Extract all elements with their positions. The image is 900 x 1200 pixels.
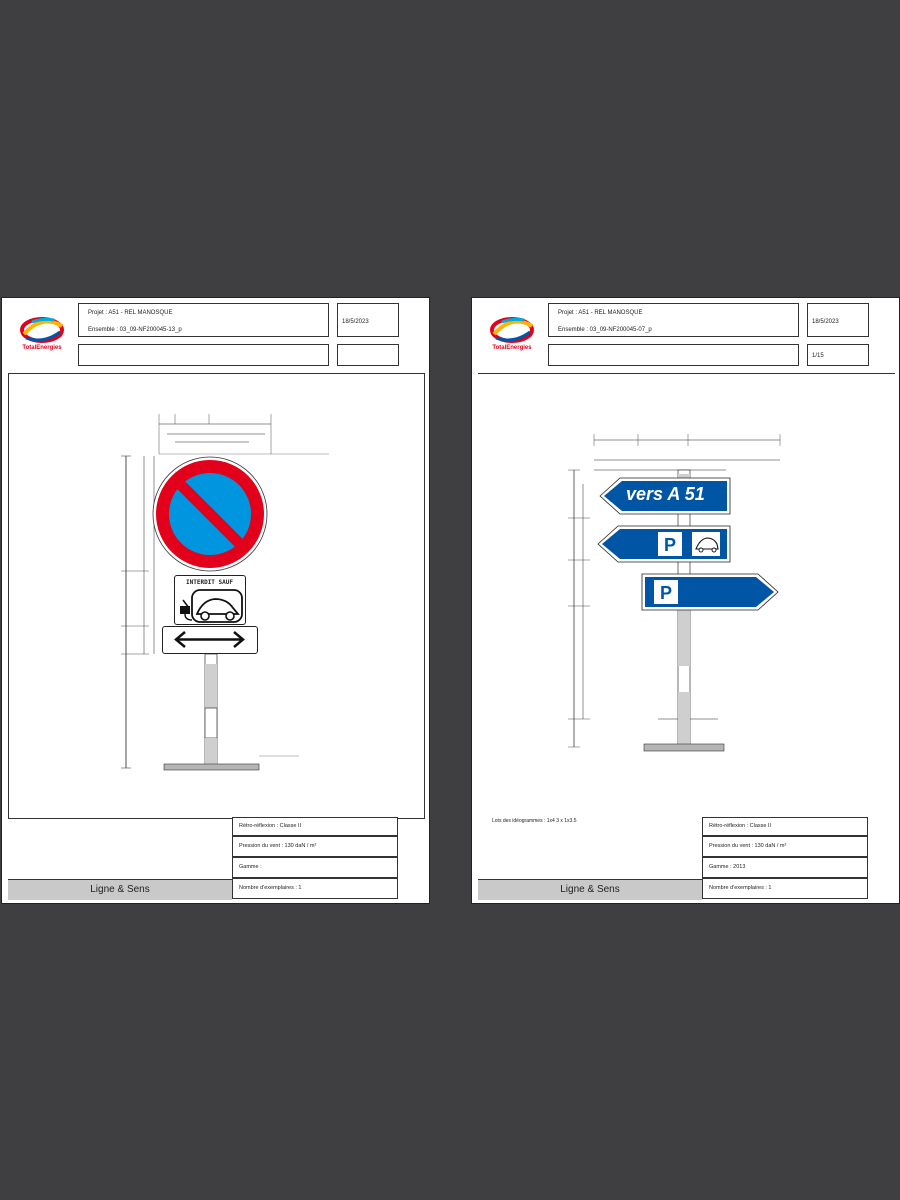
gamme-cell	[232, 857, 398, 878]
page-box	[807, 344, 869, 366]
totalenergies-logo	[12, 312, 72, 356]
pression-cell	[232, 836, 398, 857]
double-arrow-icon	[163, 627, 256, 652]
retro-label: Rétro-réflexion : Classe II	[709, 823, 772, 829]
gamme-label: Gamme :	[239, 864, 262, 870]
gamme-cell	[702, 857, 868, 878]
exemplaires-cell	[702, 878, 868, 899]
double-arrow-panel	[162, 626, 258, 654]
project-box	[78, 303, 329, 337]
lots-cell	[478, 817, 702, 879]
logo-text: TotalEnergies	[22, 345, 62, 351]
project-label: Projet : A51 - REL MANOSQUE	[88, 310, 173, 316]
page-box	[337, 344, 399, 366]
exemplaires-cell	[232, 878, 398, 899]
ligne-sens-label: Ligne & Sens	[478, 879, 702, 900]
ensemble-label: Ensemble : 03_09-NF200045-07_p	[558, 327, 652, 333]
date-box	[337, 303, 399, 337]
totalenergies-logo-icon	[482, 312, 542, 346]
page-label: 1/15	[812, 353, 824, 359]
technical-drawing	[8, 373, 425, 819]
retro-cell	[232, 817, 398, 836]
pression-label: Pression du vent : 130 daN / m²	[239, 843, 317, 849]
electric-car-icon	[175, 586, 245, 626]
footer-table	[478, 817, 868, 899]
project-label: Projet : A51 - REL MANOSQUE	[558, 310, 643, 316]
logo-text: TotalEnergies	[492, 345, 532, 351]
gamme-label: Gamme : 2013	[709, 864, 746, 870]
date-box	[807, 303, 869, 337]
ligne-sens-label: Ligne & Sens	[8, 879, 232, 900]
lots-label: Lots des idéogrammes : 1x4 3 x 1x3.5	[492, 818, 577, 824]
pression-cell	[702, 836, 868, 857]
ensemble-label: Ensemble : 03_09-NF200045-13_p	[88, 327, 182, 333]
totalenergies-logo	[482, 312, 542, 356]
svg-text:P: P	[663, 535, 677, 555]
retro-cell	[702, 817, 868, 836]
document-page-left	[1, 297, 430, 904]
parking-right-sign	[478, 374, 895, 820]
vers-a51-text: vers A 51	[626, 484, 705, 504]
project-box	[548, 303, 799, 337]
document-page-right	[471, 297, 900, 904]
empty-box	[78, 344, 329, 366]
date-label: 18/5/2023	[342, 319, 369, 325]
exemplaires-label: Nombre d'exemplaires : 1	[239, 885, 302, 891]
retro-label: Rétro-réflexion : Classe II	[239, 823, 302, 829]
footer-table	[8, 817, 398, 899]
exemplaires-label: Nombre d'exemplaires : 1	[709, 885, 772, 891]
date-label: 18/5/2023	[812, 319, 839, 325]
svg-text:P: P	[659, 583, 673, 603]
technical-drawing	[478, 373, 895, 819]
interdit-sauf-panel	[174, 575, 246, 625]
empty-box	[548, 344, 799, 366]
totalenergies-logo-icon	[12, 312, 72, 346]
pression-label: Pression du vent : 130 daN / m²	[709, 843, 787, 849]
interdit-sauf-text: INTERDIT SAUF	[186, 579, 233, 586]
